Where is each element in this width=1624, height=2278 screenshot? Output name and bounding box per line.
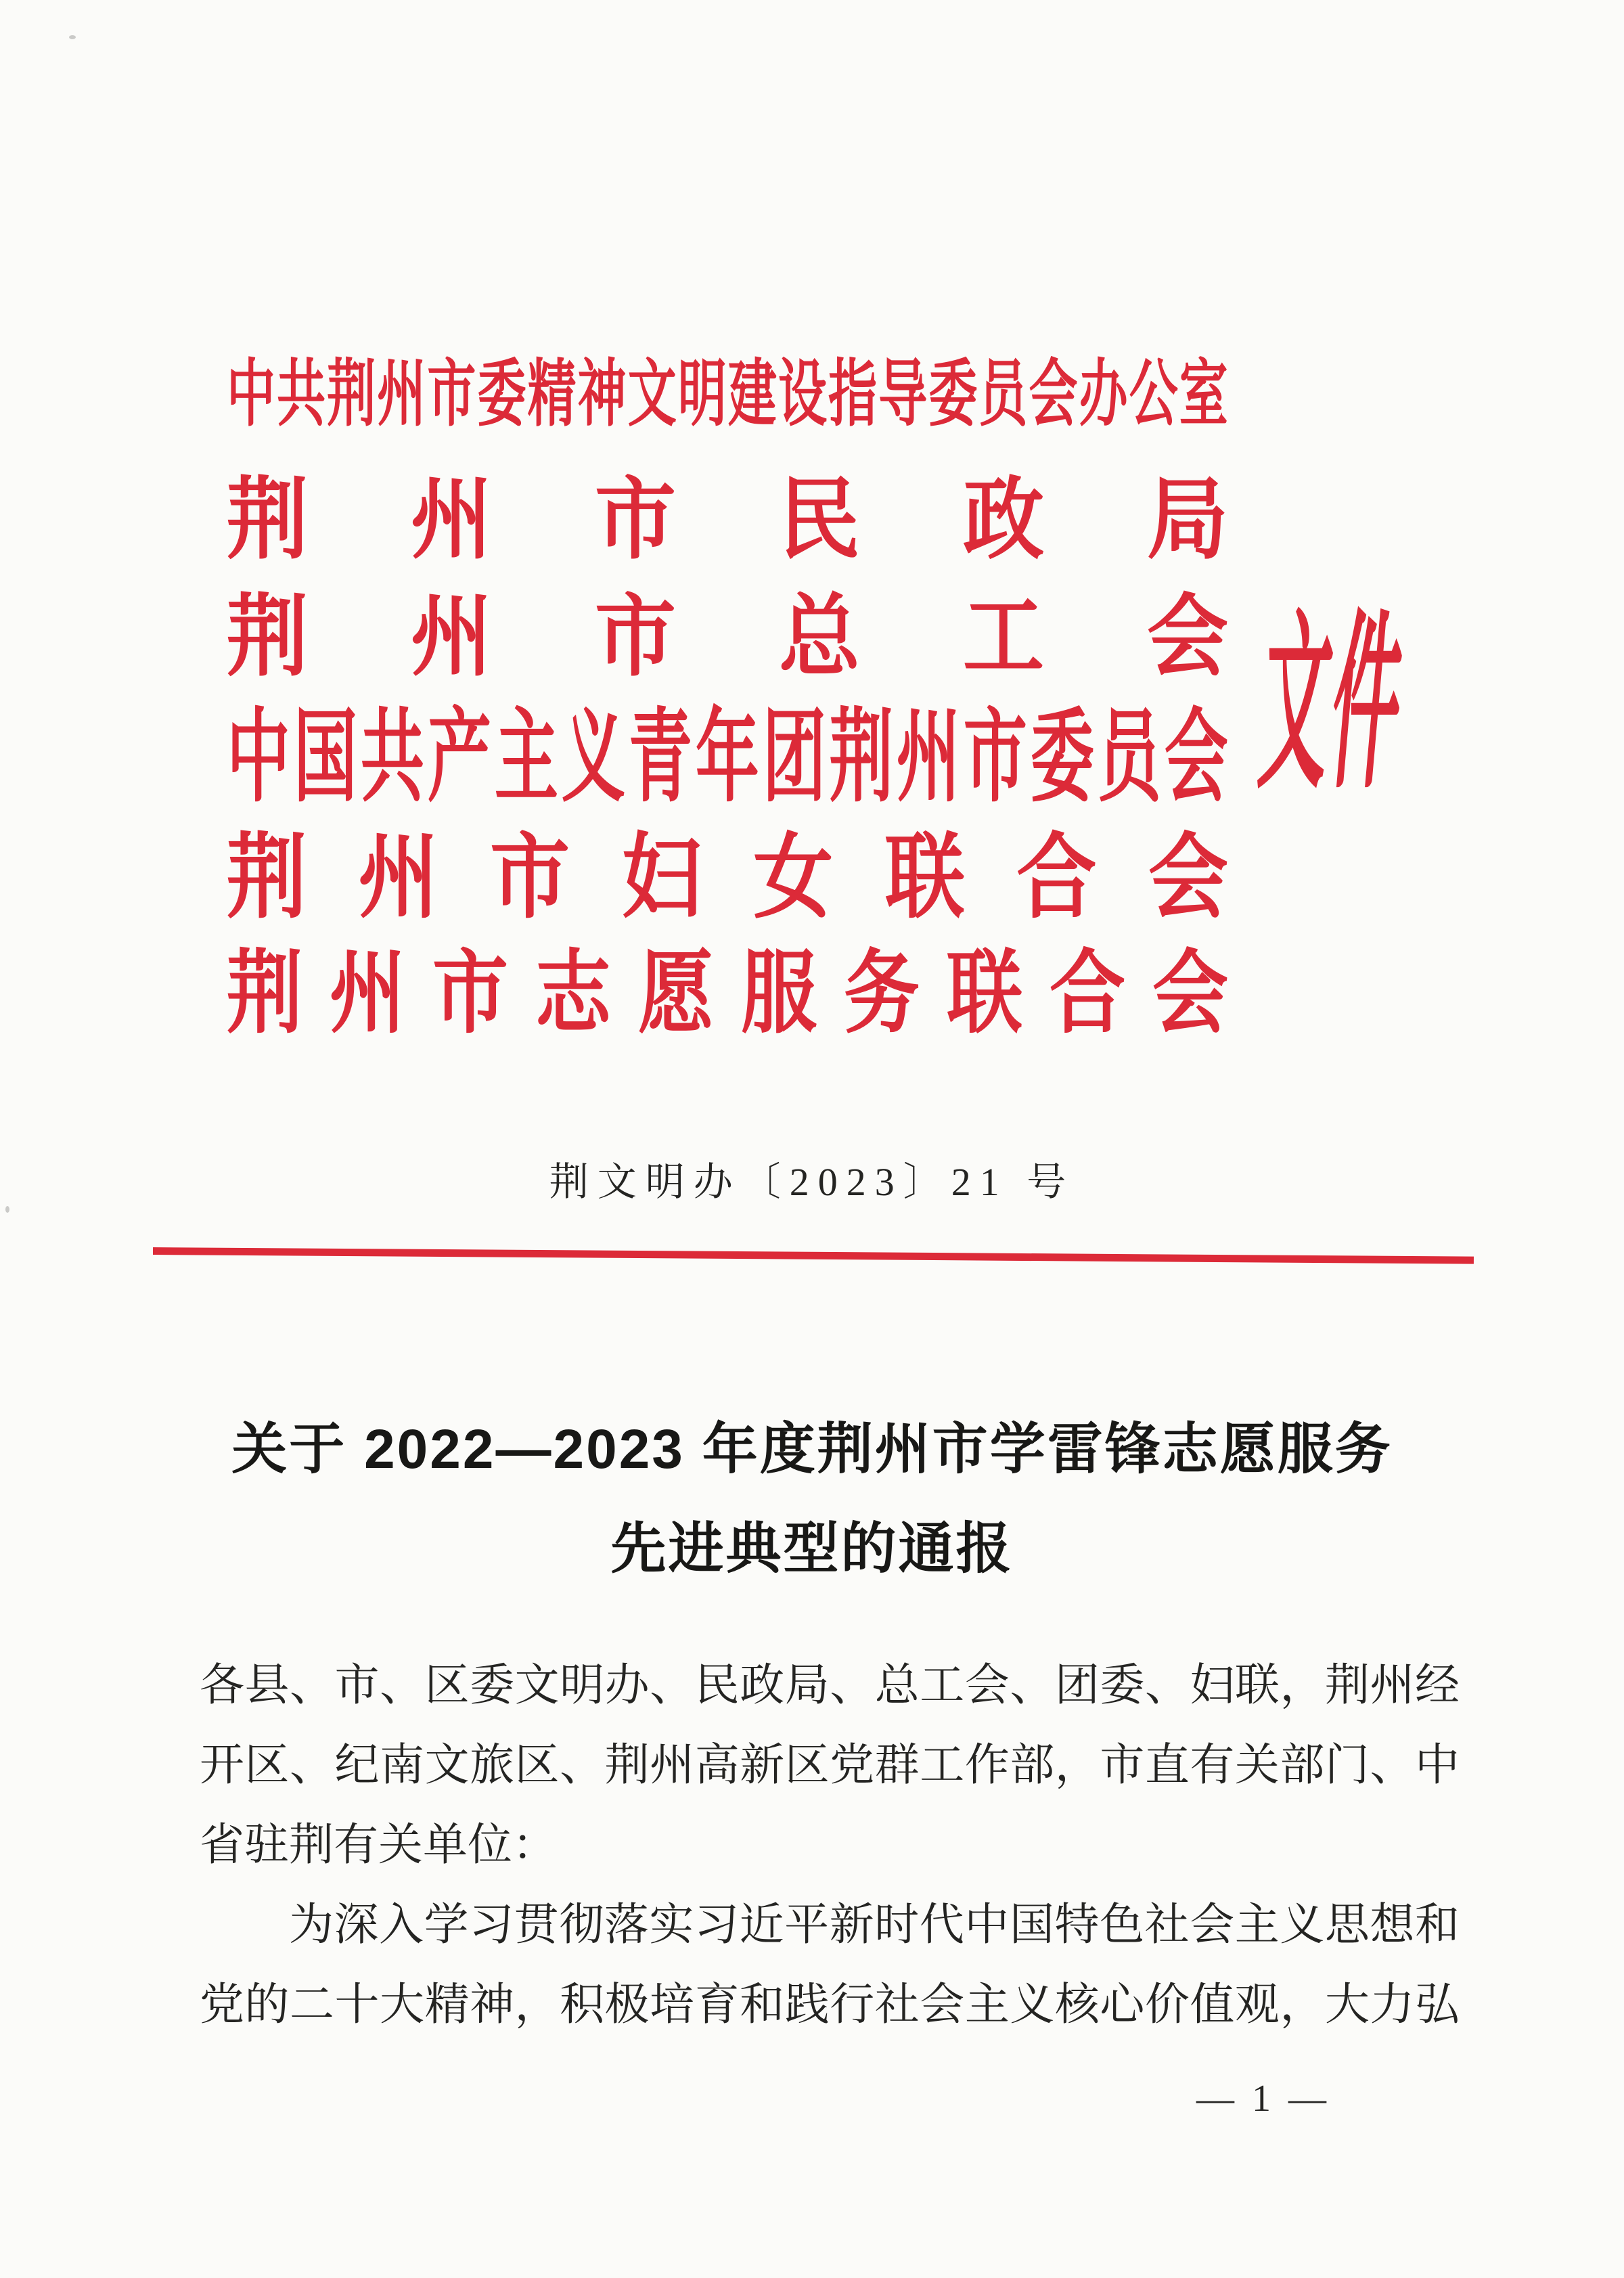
letterhead-char: 妇 bbox=[621, 826, 702, 930]
red-divider-line bbox=[153, 1247, 1474, 1264]
letterhead-char: 荆 bbox=[227, 826, 307, 930]
letterhead-org-line-1 bbox=[227, 353, 1228, 436]
letterhead-char: 荆 bbox=[227, 470, 308, 570]
letterhead-char: 市 bbox=[595, 587, 676, 687]
letterhead-char: 导 bbox=[878, 354, 928, 435]
letterhead-char: 州 bbox=[411, 587, 492, 687]
letterhead-char: 市 bbox=[432, 942, 508, 1044]
letterhead-char: 年 bbox=[695, 700, 759, 814]
letterhead-char: 服 bbox=[741, 942, 817, 1044]
letterhead-char: 会 bbox=[1147, 587, 1228, 687]
document-title-line-2: 先进典型的通报 bbox=[610, 1518, 1014, 1580]
letterhead-char: 件 bbox=[1324, 600, 1410, 812]
letterhead-char: 青 bbox=[628, 700, 692, 814]
letterhead-char: 荆 bbox=[227, 942, 302, 1044]
letterhead-char: 委 bbox=[477, 354, 526, 435]
letterhead-char: 女 bbox=[753, 826, 834, 930]
body-line: 党的二十大精神，积极培育和践行社会主义核心价值观，大力弘 bbox=[200, 1980, 1460, 2030]
letterhead-char: 义 bbox=[561, 700, 625, 814]
letterhead-char: 合 bbox=[1016, 826, 1097, 930]
letterhead-char: 志 bbox=[535, 942, 611, 1044]
letterhead-char: 共 bbox=[360, 700, 424, 814]
letterhead-char: 委 bbox=[1030, 700, 1094, 814]
letterhead-char: 设 bbox=[778, 354, 828, 435]
letterhead-char: 联 bbox=[947, 942, 1022, 1044]
letterhead-char: 文 bbox=[1253, 600, 1340, 812]
letterhead-char: 主 bbox=[494, 700, 558, 814]
body-paragraphs bbox=[200, 1646, 1460, 2045]
letterhead-char: 产 bbox=[427, 700, 491, 814]
letterhead-char: 会 bbox=[1152, 942, 1228, 1044]
letterhead-char: 委 bbox=[928, 354, 978, 435]
doc-reference-number: 荆文明办〔2023〕21 号 bbox=[549, 1160, 1075, 1204]
letterhead-char: 政 bbox=[963, 470, 1044, 570]
letterhead-char: 市 bbox=[963, 700, 1027, 814]
letterhead-char: 市 bbox=[427, 354, 476, 435]
letterhead-char: 室 bbox=[1179, 354, 1228, 435]
scan-speck bbox=[5, 1206, 9, 1213]
letterhead-char: 明 bbox=[677, 354, 727, 435]
letterhead-char: 会 bbox=[1164, 700, 1228, 814]
letterhead-char: 荆 bbox=[829, 700, 893, 814]
letterhead-char: 局 bbox=[1147, 470, 1228, 570]
letterhead-char: 神 bbox=[577, 354, 627, 435]
letterhead-char: 文 bbox=[627, 354, 677, 435]
page-number: — 1 — bbox=[1196, 2078, 1330, 2120]
letterhead-char: 州 bbox=[411, 470, 492, 570]
letterhead-char: 市 bbox=[490, 826, 570, 930]
letterhead-char: 共 bbox=[277, 354, 326, 435]
letterhead-char: 办 bbox=[1079, 354, 1128, 435]
letterhead-char: 市 bbox=[595, 470, 676, 570]
letterhead-char: 州 bbox=[896, 700, 960, 814]
letterhead-char: 中 bbox=[227, 354, 276, 435]
letterhead-org-line-3 bbox=[227, 586, 1228, 688]
body-line: 各县、市、区委文明办、民政局、总工会、团委、妇联，荆州经 bbox=[200, 1661, 1460, 1710]
letterhead-org-line-2 bbox=[227, 469, 1228, 571]
letterhead-char: 州 bbox=[358, 826, 438, 930]
letterhead-char: 民 bbox=[779, 470, 860, 570]
letterhead-char: 州 bbox=[377, 354, 426, 435]
letterhead-char: 荆 bbox=[227, 587, 308, 687]
scan-speck bbox=[69, 35, 76, 39]
letterhead-char: 合 bbox=[1050, 942, 1125, 1044]
letterhead-char: 公 bbox=[1129, 354, 1178, 435]
document-title bbox=[0, 1400, 1624, 1599]
letterhead-char: 员 bbox=[1097, 700, 1161, 814]
letterhead-char: 联 bbox=[884, 826, 965, 930]
letterhead-char: 中 bbox=[227, 700, 291, 814]
body-line: 为深入学习贯彻落实习近平新时代中国特色社会主义思想和 bbox=[289, 1900, 1460, 1950]
letterhead-org-line-5 bbox=[227, 827, 1228, 929]
letterhead-char: 建 bbox=[727, 354, 777, 435]
document-title-line-1: 关于 2022—2023 年度荆州市学雷锋志愿服务 bbox=[231, 1419, 1393, 1480]
body-line: 省驻荆有关单位： bbox=[200, 1821, 557, 1870]
letterhead-char: 指 bbox=[828, 354, 878, 435]
letterhead-char: 州 bbox=[330, 942, 405, 1044]
body-line: 开区、纪南文旅区、荆州高新区党群工作部，市直有关部门、中 bbox=[200, 1741, 1460, 1790]
letterhead-org-line-6 bbox=[227, 943, 1228, 1044]
letterhead-char: 精 bbox=[527, 354, 577, 435]
letterhead-char: 团 bbox=[762, 700, 826, 814]
letterhead-char: 会 bbox=[1029, 354, 1078, 435]
letterhead-char: 国 bbox=[293, 700, 357, 814]
letterhead-char: 总 bbox=[779, 587, 860, 687]
letterhead-char: 会 bbox=[1148, 826, 1228, 930]
letterhead-char: 员 bbox=[978, 354, 1028, 435]
letterhead-char: 工 bbox=[963, 587, 1044, 687]
doc-type-mark bbox=[1253, 600, 1410, 812]
letterhead-char: 荆 bbox=[327, 354, 376, 435]
letterhead-char: 愿 bbox=[638, 942, 714, 1044]
letterhead-char: 务 bbox=[844, 942, 920, 1044]
letterhead-org-line-4 bbox=[227, 700, 1228, 814]
